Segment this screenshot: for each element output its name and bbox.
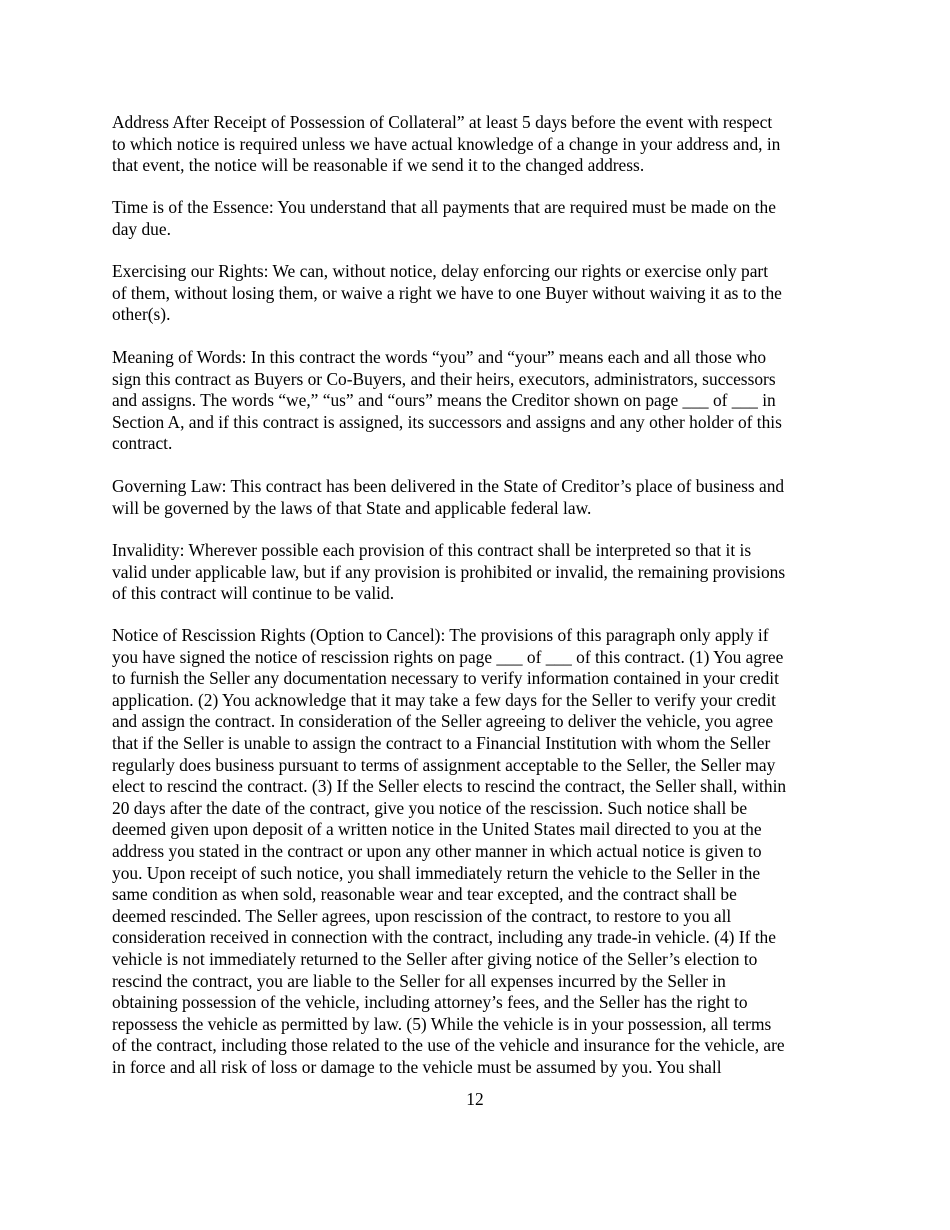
text-line: address you stated in the contract or upon any other manner in which actual notice is given to <box>112 840 762 861</box>
text-line: and assign the contract. In consideration of the Seller agreeing to deliver the vehicle, you agree <box>112 711 774 732</box>
text-line: elect to rescind the contract. (3) If the Seller elects to rescind the contract, the Seller shall, within <box>112 776 787 797</box>
text-line: valid under applicable law, but if any provision is prohibited or invalid, the remaining provisions <box>112 561 786 582</box>
text-line: same condition as when sold, reasonable wear and tear excepted, and the contract shall be <box>112 884 737 905</box>
text-line: of this contract will continue to be valid. <box>112 583 395 604</box>
text-line: Address After Receipt of Possession of Collateral” at least 5 days before the event with respect <box>112 112 773 132</box>
text-line: 20 days after the date of the contract, give you notice of the rescission. Such notice shall be <box>112 797 748 818</box>
text-line: deemed rescinded. The Seller agrees, upon rescission of the contract, to restore to you all <box>112 905 732 926</box>
text-line: in force and all risk of loss or damage to the vehicle must be assumed by you. You shall <box>112 1056 722 1077</box>
text-line: you have signed the notice of rescission rights on page ___ of ___ of this contract. (1) You agree <box>112 646 784 667</box>
text-line: Meaning of Words: In this contract the words “you” and “your” means each and all those who <box>112 347 767 367</box>
text-line: day due. <box>112 218 171 239</box>
text-line: Exercising our Rights: We can, without notice, delay enforcing our rights or exercise only part <box>112 261 769 281</box>
paragraph-address-notice <box>112 112 842 177</box>
paragraph-rescission-rights <box>112 625 842 1078</box>
paragraph-meaning-of-words <box>112 347 842 455</box>
text-line: consideration received in connection with the contract, including any trade-in vehicle. (4) If the <box>112 927 776 948</box>
text-line: vehicle is not immediately returned to the Seller after giving notice of the Seller’s election to <box>112 948 758 969</box>
paragraph-exercising-rights <box>112 261 842 326</box>
text-line: Time is of the Essence: You understand that all payments that are required must be made on the <box>112 197 776 217</box>
text-line: obtaining possession of the vehicle, including attorney’s fees, and the Seller has the right to <box>112 992 748 1013</box>
text-line: Section A, and if this contract is assigned, its successors and assigns and any other holder of this <box>112 411 782 432</box>
paragraph-time-of-essence <box>112 197 842 240</box>
text-line: to which notice is required unless we have actual knowledge of a change in your address and, in <box>112 133 781 154</box>
text-line: deemed given upon deposit of a written notice in the United States mail directed to you at the <box>112 819 762 840</box>
text-line: that event, the notice will be reasonable if we send it to the changed address. <box>112 155 645 176</box>
text-line: of the contract, including those related to the use of the vehicle and insurance for the vehicle, are <box>112 1035 785 1056</box>
page-number: 12 <box>466 1089 484 1109</box>
text-line: regularly does business pursuant to terms of assignment acceptable to the Seller, the Seller may <box>112 754 776 775</box>
text-line: to furnish the Seller any documentation necessary to verify information contained in your credit <box>112 668 779 689</box>
paragraph-invalidity <box>112 540 842 605</box>
text-line: other(s). <box>112 304 171 325</box>
paragraph-governing-law <box>112 476 842 519</box>
text-line: application. (2) You acknowledge that it may take a few days for the Seller to verify your credit <box>112 689 777 710</box>
text-line: that if the Seller is unable to assign the contract to a Financial Institution with whom the Seller <box>112 732 771 753</box>
text-line: and assigns. The words “we,” “us” and “ours” means the Creditor shown on page ___ of ___ in <box>112 390 776 411</box>
text-line: repossess the vehicle as permitted by law. (5) While the vehicle is in your possession, all terms <box>112 1013 772 1034</box>
text-line: contract. <box>112 433 173 454</box>
text-line: Invalidity: Wherever possible each provision of this contract shall be interpreted so that it is <box>112 540 752 560</box>
text-line: Notice of Rescission Rights (Option to Cancel): The provisions of this paragraph only apply if <box>112 625 769 645</box>
text-line: rescind the contract, you are liable to the Seller for all expenses incurred by the Seller in <box>112 970 726 991</box>
text-line: sign this contract as Buyers or Co-Buyers, and their heirs, executors, administrators, successors <box>112 368 776 389</box>
text-line: of them, without losing them, or waive a right we have to one Buyer without waiving it as to the <box>112 282 782 303</box>
text-line: Governing Law: This contract has been delivered in the State of Creditor’s place of business and <box>112 476 785 496</box>
text-line: you. Upon receipt of such notice, you shall immediately return the vehicle to the Seller in the <box>112 862 761 883</box>
text-line: will be governed by the laws of that State and applicable federal law. <box>112 497 592 518</box>
